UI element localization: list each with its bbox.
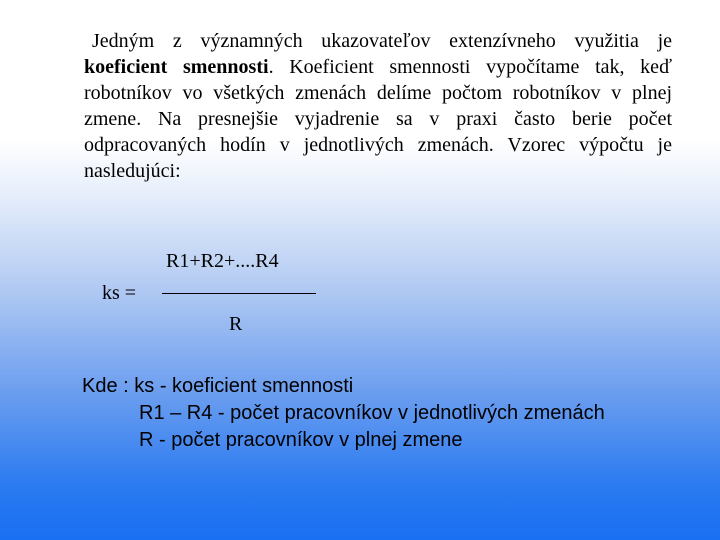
paragraph-text-part2: . Koeficient smennosti vypočítame tak, keď robotníkov vo všetkých zmenách delíme počtom robotníkov v plnej zmene. Na presnejšie vyjadrenie sa v praxi často berie počet odpracovaných hodín v jednotlivých zmenách. Vzorec výpočtu je nasledujúci: xyxy=(84,56,672,182)
intro-paragraph xyxy=(84,28,672,184)
formula-fraction-bar xyxy=(162,293,316,294)
paragraph-text-part1: Jedným z významných ukazovateľov extenzívneho využitia je xyxy=(92,30,672,52)
formula-denominator: R xyxy=(229,313,243,335)
paragraph-bold-term: koeficient smennosti xyxy=(84,56,269,78)
formula-numerator: R1+R2+....R4 xyxy=(166,250,279,272)
legend-line-r: R - počet pracovníkov v plnej zmene xyxy=(139,429,463,451)
formula-lhs: ks = xyxy=(102,282,137,304)
legend-line-r1-r4: R1 – R4 - počet pracovníkov v jednotlivých zmenách xyxy=(139,402,605,424)
legend-line-ks: Kde : ks - koeficient smennosti xyxy=(82,375,354,397)
